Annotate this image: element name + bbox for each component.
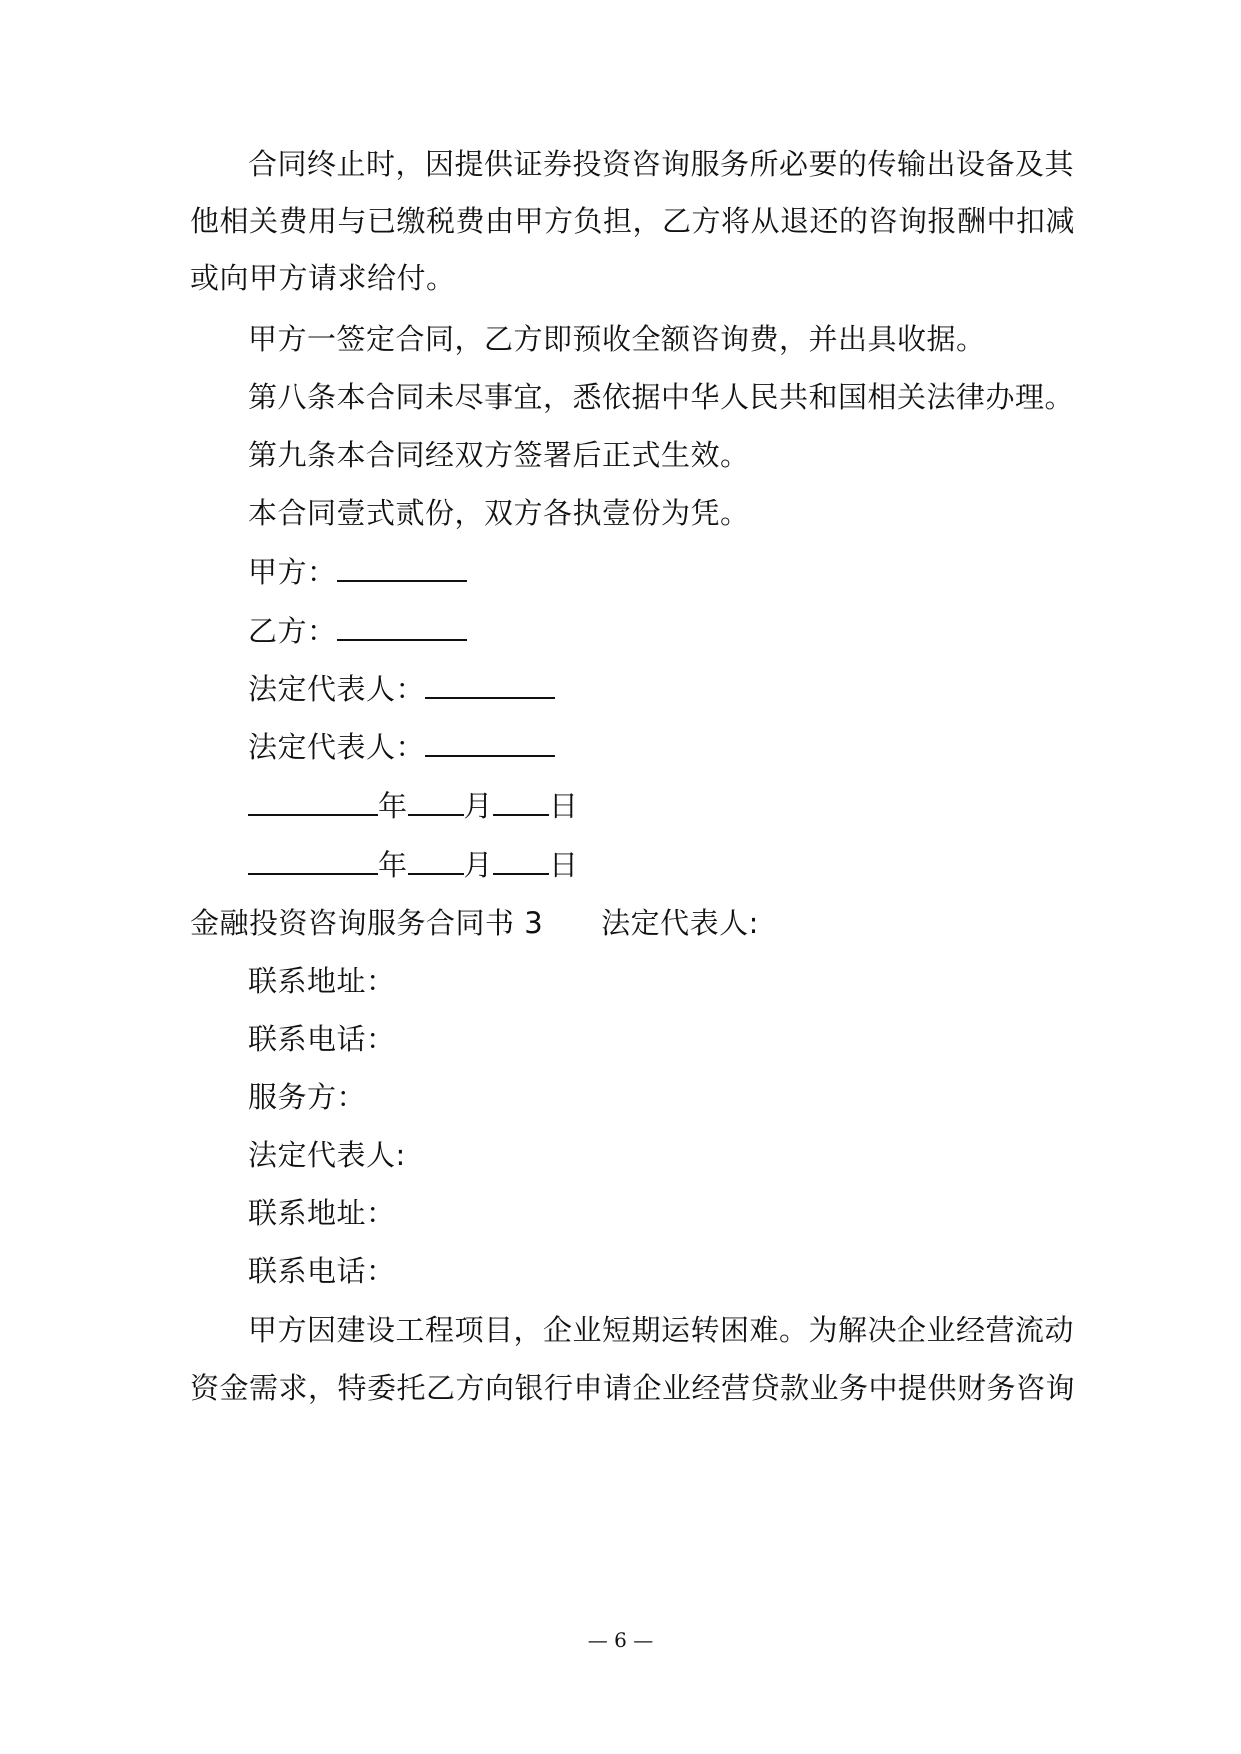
day-blank	[493, 845, 549, 875]
paragraph-line: 或向甲方请求给付。	[190, 261, 456, 295]
date-line-a	[248, 786, 579, 826]
day-label: 日	[549, 789, 579, 823]
contract-title-line	[190, 903, 759, 943]
year-label: 年	[378, 848, 408, 882]
paragraph-copies: 本合同壹式贰份，双方各执壹份为凭。	[248, 496, 750, 530]
party-a-blank	[337, 552, 467, 582]
paragraph-prepayment: 甲方一签定合同，乙方即预收全额咨询费，并出具收据。	[248, 322, 986, 356]
party-a-label: 甲方：	[248, 555, 337, 589]
party-b-label: 乙方：	[248, 614, 337, 648]
day-label: 日	[549, 848, 579, 882]
contact-address-label: 联系地址：	[248, 964, 396, 998]
paragraph-article-9: 第九条本合同经双方签署后正式生效。	[248, 438, 750, 472]
contract-title: 金融投资咨询服务合同书 3	[190, 906, 544, 940]
year-blank	[248, 845, 378, 875]
contact-phone-label: 联系电话：	[248, 1022, 396, 1056]
legal-rep-label: 法定代表人:	[601, 906, 759, 940]
party-a-signature-line	[248, 552, 467, 592]
page-number: — 6 —	[587, 1628, 654, 1652]
paragraph-line: 合同终止时，因提供证券投资咨询服务所必要的传输出设备及其	[248, 147, 1075, 181]
party-b-signature-line	[248, 611, 467, 651]
legal-rep-blank	[425, 727, 555, 757]
legal-rep-blank	[425, 669, 555, 699]
month-label: 月	[463, 789, 494, 823]
contact-address-label: 联系地址：	[248, 1196, 396, 1230]
service-party-label: 服务方：	[248, 1080, 367, 1114]
legal-rep-b-line	[248, 727, 555, 767]
legal-rep-label: 法定代表人：	[248, 672, 426, 706]
paragraph-line: 甲方因建设工程项目，企业短期运转困难。为解决企业经营流动	[248, 1313, 1075, 1347]
day-blank	[493, 786, 549, 816]
date-line-b	[248, 845, 579, 885]
month-blank	[408, 845, 464, 875]
paragraph-article-8: 第八条本合同未尽事宜，悉依据中华人民共和国相关法律办理。	[248, 380, 1075, 414]
legal-rep-label: 法定代表人:	[248, 1138, 406, 1172]
legal-rep-a-line	[248, 669, 555, 709]
party-b-blank	[337, 611, 467, 641]
year-label: 年	[378, 789, 408, 823]
year-blank	[248, 786, 378, 816]
month-label: 月	[463, 848, 494, 882]
paragraph-line: 资金需求，特委托乙方向银行申请企业经营贷款业务中提供财务咨询	[190, 1371, 1076, 1405]
contact-phone-label: 联系电话：	[248, 1254, 396, 1288]
month-blank	[408, 786, 464, 816]
paragraph-line: 他相关费用与已缴税费由甲方负担，乙方将从退还的咨询报酬中扣减	[190, 204, 1076, 238]
legal-rep-label: 法定代表人：	[248, 730, 426, 764]
